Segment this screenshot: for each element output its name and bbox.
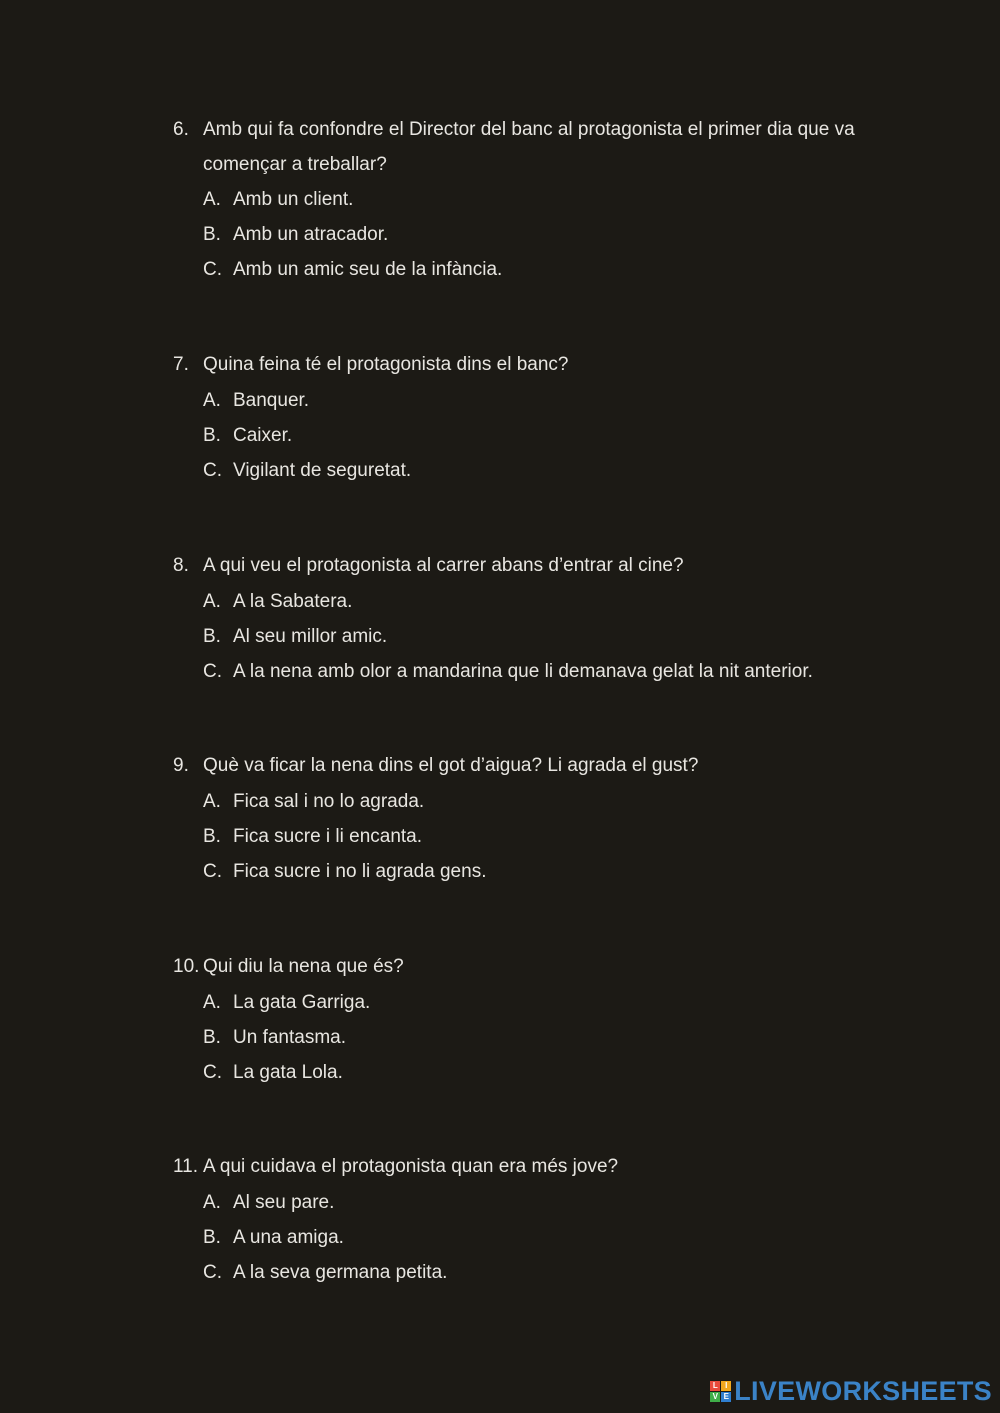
option-text: Amb un atracador. — [233, 224, 389, 245]
option-letter: B. — [203, 625, 221, 647]
option-text: Vigilant de seguretat. — [233, 459, 412, 481]
option-a[interactable] — [203, 985, 873, 1020]
logo-letter-l: L — [710, 1381, 720, 1391]
option-c[interactable] — [203, 654, 873, 689]
option-text: Amb un amic seu de la infància. — [233, 259, 503, 280]
logo-letter-e: E — [721, 1392, 731, 1402]
liveworksheets-logo-icon — [710, 1381, 731, 1402]
option-letter: B. — [203, 424, 221, 446]
option-c[interactable] — [203, 252, 873, 287]
option-c[interactable] — [203, 1255, 873, 1290]
option-b[interactable] — [203, 418, 873, 453]
option-list — [203, 1185, 873, 1290]
option-letter: A. — [203, 991, 221, 1013]
question-text: A qui veu el protagonista al carrer abans d’entrar al cine? — [203, 555, 684, 576]
option-b[interactable] — [203, 619, 873, 654]
option-text: A la nena amb olor a mandarina que li demanava gelat la nit anterior. — [233, 660, 813, 682]
question-number: 8. — [173, 555, 189, 576]
option-letter: C. — [203, 1061, 222, 1083]
option-a[interactable] — [203, 383, 873, 418]
option-letter: C. — [203, 660, 222, 682]
option-letter: C. — [203, 259, 222, 280]
logo-letter-v: V — [710, 1392, 720, 1402]
question-8 — [173, 549, 873, 689]
option-b[interactable] — [203, 217, 873, 252]
question-text: Quina feina té el protagonista dins el banc? — [203, 354, 569, 375]
option-text: A la Sabatera. — [233, 590, 353, 612]
option-b[interactable] — [203, 1020, 873, 1055]
question-9 — [173, 749, 873, 889]
option-list — [203, 383, 873, 488]
brand-name: LIVEWORKSHEETS — [734, 1376, 992, 1406]
option-b[interactable] — [203, 1220, 873, 1255]
option-letter: B. — [203, 1026, 221, 1048]
option-c[interactable] — [203, 453, 873, 488]
option-list — [203, 784, 873, 889]
option-text: Banquer. — [233, 389, 310, 411]
question-7 — [173, 348, 873, 488]
question-10 — [173, 950, 873, 1090]
option-a[interactable] — [203, 784, 873, 819]
option-a[interactable] — [203, 1185, 873, 1220]
option-text: Al seu millor amic. — [233, 625, 388, 647]
question-text: Què va ficar la nena dins el got d’aigua? Li agrada el gust? — [203, 755, 699, 776]
liveworksheets-brand[interactable] — [710, 1376, 992, 1407]
option-a[interactable] — [203, 182, 873, 217]
option-a[interactable] — [203, 584, 873, 619]
question-number: 7. — [173, 354, 189, 375]
question-6 — [173, 113, 873, 287]
question-11 — [173, 1150, 873, 1290]
option-b[interactable] — [203, 819, 873, 854]
question-number: 10. — [173, 956, 200, 977]
option-letter: C. — [203, 860, 222, 882]
option-letter: A. — [203, 590, 221, 612]
option-letter: B. — [203, 224, 221, 245]
option-list — [203, 985, 873, 1090]
option-letter: A. — [203, 389, 221, 411]
option-text: La gata Garriga. — [233, 991, 371, 1013]
option-list — [203, 584, 873, 689]
option-text: Fica sucre i no li agrada gens. — [233, 860, 487, 882]
option-text: Un fantasma. — [233, 1026, 346, 1048]
option-text: A la seva germana petita. — [233, 1261, 448, 1283]
question-number: 6. — [173, 119, 189, 140]
option-letter: C. — [203, 1261, 222, 1283]
question-text: Qui diu la nena que és? — [203, 956, 404, 977]
option-text: A una amiga. — [233, 1226, 344, 1248]
option-text: Amb un client. — [233, 189, 354, 210]
option-c[interactable] — [203, 1055, 873, 1090]
option-letter: B. — [203, 1226, 221, 1248]
option-letter: C. — [203, 459, 222, 481]
option-list — [203, 182, 873, 287]
question-number: 11. — [173, 1156, 199, 1177]
option-text: Caixer. — [233, 424, 293, 446]
question-text: A qui cuidava el protagonista quan era més jove? — [203, 1156, 619, 1177]
option-text: Al seu pare. — [233, 1191, 335, 1213]
option-c[interactable] — [203, 854, 873, 889]
option-letter: A. — [203, 189, 221, 210]
question-number: 9. — [173, 755, 189, 776]
logo-letter-i: I — [721, 1381, 731, 1391]
question-text: Amb qui fa confondre el Director del banc al protagonista el primer dia que va començar a treballar? — [203, 119, 855, 175]
option-text: Fica sal i no lo agrada. — [233, 790, 425, 812]
option-text: La gata Lola. — [233, 1061, 343, 1083]
option-text: Fica sucre i li encanta. — [233, 825, 423, 847]
option-letter: A. — [203, 790, 221, 812]
option-letter: A. — [203, 1191, 221, 1213]
option-letter: B. — [203, 825, 221, 847]
